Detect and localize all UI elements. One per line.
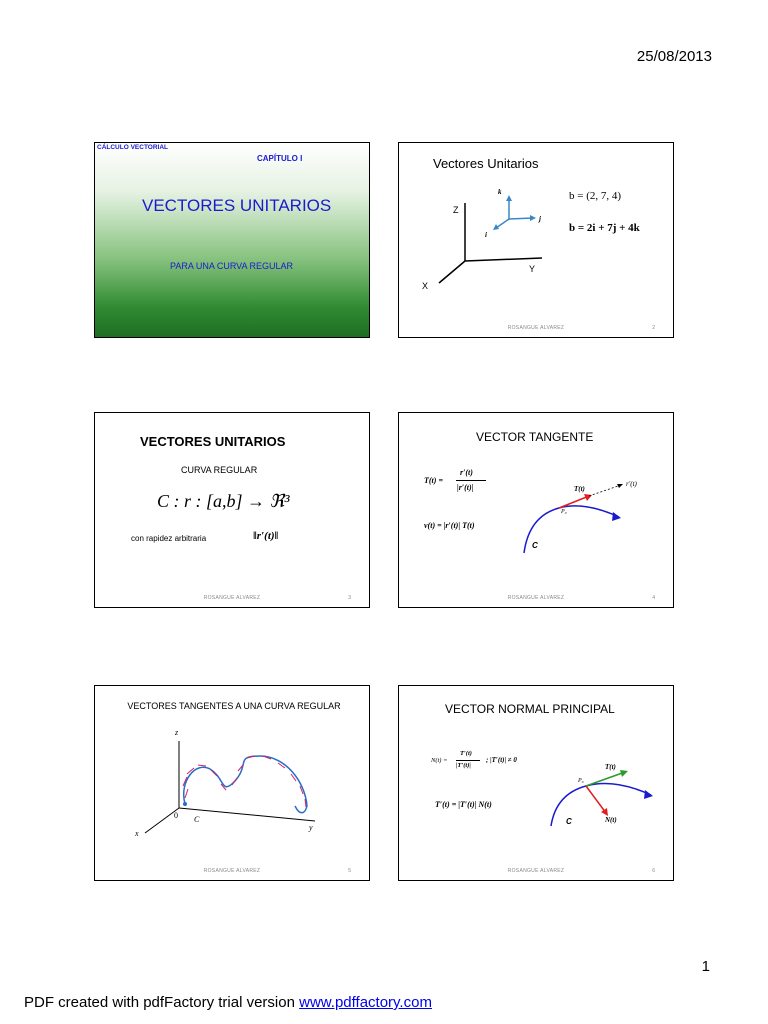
slide-author: ROSANGUE ALVAREZ [507, 595, 565, 601]
tangent-label: T(t) [605, 763, 616, 771]
equation-b-tuple: b = (2, 7, 4) [569, 190, 622, 202]
vector-i-label: i [485, 231, 487, 239]
slide-3-regular-curve [94, 412, 370, 608]
t-formula-denominator: |r′(t)| [457, 483, 474, 492]
n-formula-lhs: N(t) = [431, 757, 448, 764]
slide-6-principal-normal [398, 685, 674, 881]
slide-author: ROSANGUE ALVAREZ [203, 868, 261, 874]
slide-title: VECTOR TANGENTE [476, 430, 594, 444]
slide-4-tangent-vector [398, 412, 674, 608]
curve-c-label: C [566, 817, 572, 826]
chapter-label: CAPÍTULO I [257, 154, 303, 163]
slide-author: ROSANGUE ALVAREZ [203, 595, 261, 601]
slide-1-cover [94, 142, 370, 338]
slide-title: VECTORES UNITARIOS [142, 196, 332, 215]
axis-x-label: X [422, 281, 429, 291]
n-formula-numerator: T′(t) [460, 750, 472, 757]
normal-diagram [399, 686, 674, 881]
t-prime-formula: T′(t) = |T′(t)| N(t) [435, 800, 492, 809]
p0-label: P₀ [578, 778, 584, 784]
normal-label: N(t) [605, 816, 617, 824]
speed-label: con rapidez arbitraria [131, 534, 207, 543]
r-prime-label: r′(t) [626, 480, 637, 488]
slide-author: ROSANGUE ALVAREZ [507, 325, 565, 331]
pdf-footer-note [24, 994, 432, 1011]
slide-title: VECTORES TANGENTES A UNA CURVA REGULAR [127, 701, 341, 711]
pdffactory-link[interactable]: www.pdffactory.com [299, 994, 432, 1011]
slide-2-unit-vectors [398, 142, 674, 338]
t-formula-lhs: T(t) = [424, 476, 443, 485]
curve-diagram [95, 686, 370, 881]
slide-number: 6 [652, 868, 655, 874]
slide-number: 4 [652, 595, 655, 601]
pdf-note-text: PDF created with pdfFactory trial version [24, 994, 300, 1011]
curve-c-label: C [532, 541, 538, 550]
axes-diagram [399, 143, 674, 338]
n-formula-condition: ; |T′(t)| ≠ 0 [486, 756, 517, 764]
tangent-label: T(t) [574, 485, 585, 493]
slide-number: 2 [652, 325, 655, 331]
axis-z-label: Z [453, 205, 459, 215]
slide-title: Vectores Unitarios [433, 156, 539, 171]
axis-y-label: y [309, 823, 313, 832]
slide-title: VECTOR NORMAL PRINCIPAL [445, 702, 615, 716]
vector-k-label: k [498, 188, 502, 196]
slide-title: VECTORES UNITARIOS [140, 434, 286, 449]
axis-z-label: z [175, 728, 179, 737]
axis-x-label: x [135, 829, 139, 838]
axis-y-label: Y [529, 264, 536, 274]
n-formula-denominator: |T′(t)| [456, 762, 471, 769]
page-date: 25/08/2013 [636, 48, 712, 65]
t-formula-numerator: r′(t) [460, 468, 473, 477]
vector-j-label: j [539, 215, 541, 223]
course-label: CÁLCULO VECTORIAL [97, 144, 169, 151]
v-formula: v(t) = |r′(t)| T(t) [424, 521, 475, 530]
tangent-diagram [399, 413, 674, 608]
speed-formula: ‖r′(t)‖ [253, 530, 279, 542]
slide-author: ROSANGUE ALVAREZ [507, 868, 565, 874]
p0-label: P₀ [561, 509, 567, 515]
page-number: 1 [701, 958, 710, 975]
slide-subtitle: CURVA REGULAR [181, 465, 258, 475]
equation-b-components: b = 2i + 7j + 4k [569, 222, 640, 234]
slide-number: 5 [348, 868, 351, 874]
slide-number: 3 [348, 595, 351, 601]
slide-5-tangent-vectors-curve [94, 685, 370, 881]
slide-subtitle: PARA UNA CURVA REGULAR [170, 261, 294, 271]
curve-c-label: C [194, 815, 200, 824]
curve-formula: C : r : [a,b] → ℜ³ [157, 491, 290, 511]
origin-label: 0 [174, 811, 178, 820]
